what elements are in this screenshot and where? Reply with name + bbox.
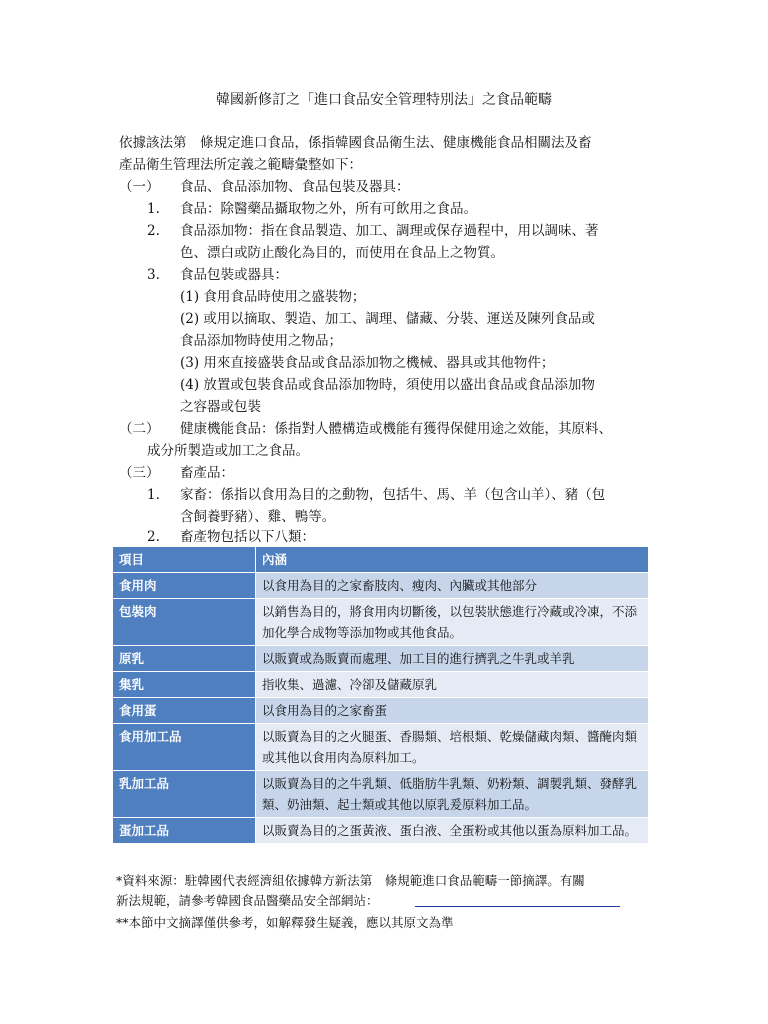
s1-item-3-number: 3. xyxy=(147,267,160,283)
s3-item-1-line-2: 含飼養野豬）、雞、鴨等。 xyxy=(180,509,336,525)
table-cell-content: 以食用為目的之家畜肢肉、瘦肉、內臟或其他部分 xyxy=(256,573,649,599)
section-2-marker: （二） xyxy=(119,421,160,437)
table-cell-item: 蛋加工品 xyxy=(113,818,256,844)
s1-item-1-text: 食品：除醫藥品攝取物之外，所有可飲用之食品。 xyxy=(180,201,477,217)
section-2-line-1: 健康機能食品：係指對人體構造或機能有獲得保健用途之效能，其原料、 xyxy=(180,421,612,437)
s1-item-2-line-1: 食品添加物：指在食品製造、加工、調理或保存過程中，用以調味、著 xyxy=(180,223,599,239)
s1-sub-4-line-2: 之容器或包裝 xyxy=(180,399,261,415)
table-cell-item: 原乳 xyxy=(113,646,256,672)
website-link-placeholder[interactable] xyxy=(415,906,620,907)
table-row xyxy=(113,818,649,844)
table-cell-item: 食用蛋 xyxy=(113,698,256,724)
s1-item-1-number: 1. xyxy=(147,201,160,217)
s1-sub-2-line-2: 食品添加物時使用之物品； xyxy=(180,333,342,349)
s1-sub-3: (3) 用來直接盛裝食品或食品添加物之機械、器具或其他物件； xyxy=(180,355,555,371)
s1-item-2-line-2: 色、漂白或防止酸化為目的，而使用在食品上之物質。 xyxy=(180,245,504,261)
footnote-disclaimer: **本節中文摘譯僅供參考，如解釋發生疑義，應以其原文為準 xyxy=(116,915,454,930)
s3-item-2-text: 畜產物包括以下八類： xyxy=(180,529,315,545)
table-row xyxy=(113,771,649,818)
s3-item-2-number: 2. xyxy=(147,529,160,545)
table-row xyxy=(113,599,649,646)
table-cell-content: 指收集、過濾、冷卻及儲藏原乳 xyxy=(256,672,649,698)
table-header-content: 內涵 xyxy=(256,547,649,573)
table-row xyxy=(113,724,649,771)
table-cell-item: 包裝肉 xyxy=(113,599,256,646)
table-cell-content: 以販賣為目的之火腿蛋、香腸類、培根類、乾燥儲藏肉類、醬醃肉類或其他以食用肉為原料加工。 xyxy=(256,724,649,771)
table-header-item: 項目 xyxy=(113,547,256,573)
table-cell-content: 以販賣或為販賣而處理、加工目的進行擠乳之牛乳或羊乳 xyxy=(256,646,649,672)
section-2-line-2: 成分所製造或加工之食品。 xyxy=(147,443,309,459)
table-cell-item: 食用加工品 xyxy=(113,724,256,771)
table-header-row xyxy=(113,547,649,573)
section-1-marker: （一） xyxy=(119,179,160,195)
table-cell-item: 集乳 xyxy=(113,672,256,698)
s1-sub-1: (1) 食用食品時使用之盛裝物； xyxy=(180,289,366,305)
table-row xyxy=(113,573,649,599)
table-row xyxy=(113,698,649,724)
s1-sub-4-line-1: (4) 放置或包裝食品或食品添加物時，須使用以盛出食品或食品添加物 xyxy=(180,377,595,393)
table-cell-content: 以食用為目的之家畜蛋 xyxy=(256,698,649,724)
table-cell-item: 食用肉 xyxy=(113,573,256,599)
table-cell-content: 以銷售為目的，將食用肉切斷後，以包裝狀態進行冷藏或冷凍，不添加化學合成物等添加物或其他食品。 xyxy=(256,599,649,646)
footnote-source-line-2: 新法規範，請參考韓國食品醫藥品安全部網站： xyxy=(116,893,379,908)
table-cell-item: 乳加工品 xyxy=(113,771,256,818)
intro-line-2: 產品衛生管理法所定義之範疇彙整如下： xyxy=(119,157,362,173)
section-1-heading: 食品、食品添加物、食品包裝及器具： xyxy=(180,179,410,195)
document-title: 韓國新修訂之「進口食品安全管理特別法」之食品範疇 xyxy=(216,92,552,108)
livestock-products-table xyxy=(112,546,649,844)
s1-item-2-number: 2. xyxy=(147,223,160,239)
s1-item-3-text: 食品包裝或器具： xyxy=(180,267,288,283)
section-3-heading: 畜產品： xyxy=(180,465,234,481)
table-row xyxy=(113,646,649,672)
table-cell-content: 以販賣為目的之牛乳類、低脂肪牛乳類、奶粉類、調製乳類、發酵乳類、奶油類、起士類或其他以原乳爰原料加工品。 xyxy=(256,771,649,818)
footnote-source-line-1: *資料來源：駐韓國代表經濟組依據韓方新法第 條規範進口食品範疇一節摘譯。有關 xyxy=(116,873,585,888)
s1-sub-2-line-1: (2) 或用以摘取、製造、加工、調理、儲藏、分裝、運送及陳列食品或 xyxy=(180,311,595,327)
section-3-marker: （三） xyxy=(119,465,160,481)
intro-line-1: 依據該法第 條規定進口食品，係指韓國食品衛生法、健康機能食品相關法及畜 xyxy=(119,135,592,151)
s3-item-1-number: 1. xyxy=(147,487,160,503)
s3-item-1-line-1: 家畜：係指以食用為目的之動物，包括牛、馬、羊（包含山羊）、豬（包 xyxy=(180,487,606,503)
table-cell-content: 以販賣為目的之蛋黃液、蛋白液、全蛋粉或其他以蛋為原料加工品。 xyxy=(256,818,649,844)
table-row xyxy=(113,672,649,698)
